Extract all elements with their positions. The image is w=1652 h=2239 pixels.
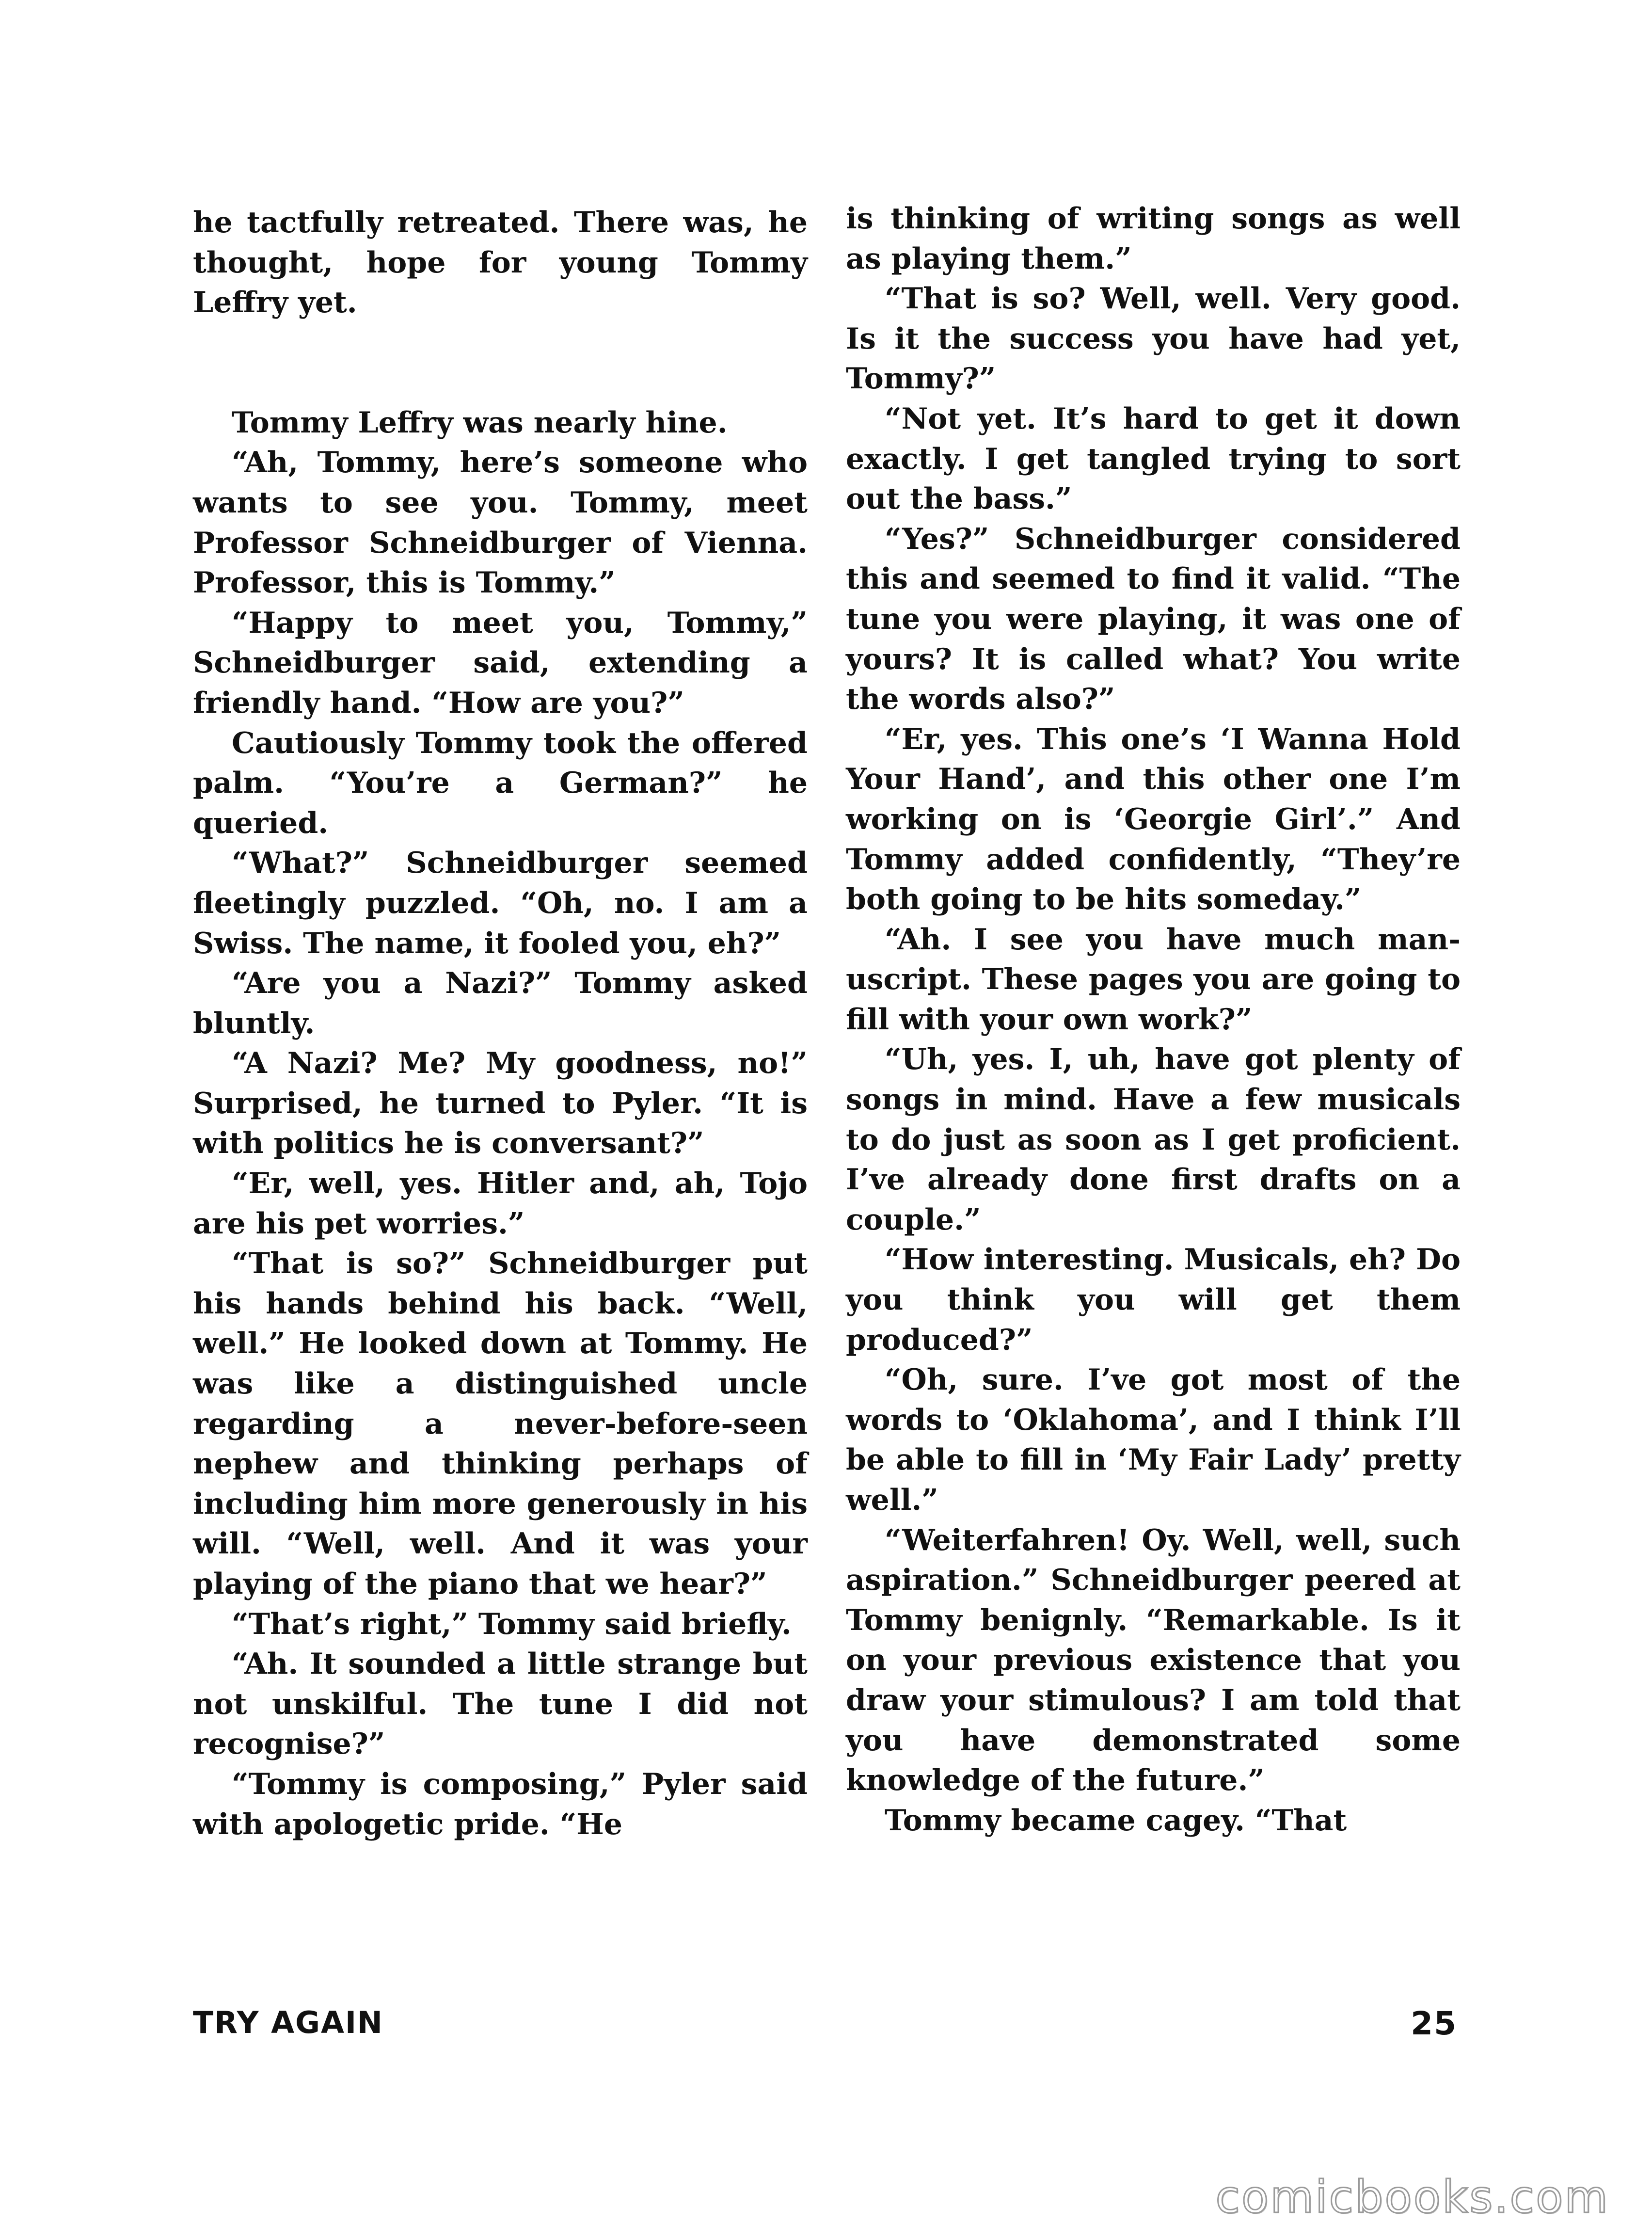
paragraph: “Ah. It sounded a little strange but not unskilful. The tune I did not recognise?” [193, 1647, 808, 1761]
running-footer-title: TRY AGAIN [193, 2005, 383, 2040]
paragraph: “That’s right,” Tommy said briefly. [232, 1607, 792, 1641]
paragraph: Cautiously Tommy took the offered palm. “You’re a German?” he queried. [193, 726, 808, 840]
paragraph: “Er, well, yes. Hitler and, ah, Tojo are his pet worries.” [193, 1167, 808, 1241]
watermark-logo: comicbooks.com [1215, 2171, 1609, 2223]
page-number: 25 [1411, 2005, 1457, 2042]
paragraph: “Ah. I see you have much manuscript. These pages you are going to fill with your own work?” [846, 922, 1461, 1037]
paragraph: “Weiterfahren! Oy. Well, well, such aspiration.” Schneidburger peered at Tommy benignly. “Remarkable. Is it on your previous existence that you draw your stimulous? I am told that you have demonstrated some knowledge of the future.” [846, 1523, 1461, 1798]
paragraph: “Not yet. It’s hard to get it down exactly. I get tangled trying to sort out the bass.” [846, 401, 1461, 516]
right-text-column [846, 199, 1461, 1840]
paragraph: “That is so? Well, well. Very good. Is it the success you have had yet, Tommy?” [846, 282, 1461, 396]
paragraph: “Er, yes. This one’s ‘I Wanna Hold Your Hand’, and this other one I’m working on is ‘Georgie Girl’.” And Tommy added confidently, “They’re both going to be hits someday.” [846, 722, 1461, 917]
section-break [193, 323, 808, 403]
left-text-column [193, 203, 808, 1844]
paragraph: “Are you a Nazi?” Tommy asked bluntly. [193, 966, 808, 1040]
paragraph: “A Nazi? Me? My goodness, no!” Surprised, he turned to Pyler. “It is with politics he is conversant?” [193, 1046, 808, 1161]
paragraph: Tommy Leffry was nearly hine. [232, 405, 728, 440]
paragraph: “That is so?” Schneidburger put his hands behind his back. “Well, well.” He looked down at Tommy. He was like a distinguished uncle regarding a never-before-seen nephew and thinking perhaps of including him more generously in his will. “Well, well. And it was your playing of the piano that we hear?” [193, 1247, 808, 1601]
paragraph: “How interesting. Musicals, eh? Do you think you will get them produced?” [846, 1243, 1461, 1357]
paragraph: “Happy to meet you, Tommy,” Schneidburger said, extending a friendly hand. “How are you?” [193, 606, 808, 720]
paragraph: “What?” Schneidburger seemed fleetingly puzzled. “Oh, no. I am a Swiss. The name, it fooled you, eh?” [193, 846, 808, 960]
paragraph: “Tommy is composing,” Pyler said with apologetic pride. “He [193, 1767, 808, 1841]
paragraph: is thinking of writing songs as well as playing them.” [846, 202, 1461, 276]
paragraph: “Uh, yes. I, uh, have got plenty of songs in mind. Have a few musicals to do just as soon as I get proficient. I’ve already done first drafts on a couple.” [846, 1042, 1461, 1237]
paragraph: “Oh, sure. I’ve got most of the words to ‘Oklahoma’, and I think I’ll be able to fill in ‘My Fair Lady’ pretty well.” [846, 1363, 1461, 1517]
paragraph: “Ah, Tommy, here’s someone who wants to see you. Tommy, meet Professor Schneidburger of Vienna. Professor, this is Tommy.” [193, 446, 808, 600]
paragraph: Tommy became cagey. “That [885, 1803, 1347, 1838]
paragraph: “Yes?” Schneidburger considered this and seemed to find it valid. “The tune you were playing, it was one of yours? It is called what? You write the words also?” [846, 522, 1461, 717]
paragraph: he tactfully retreated. There was, he thought, hope for young Tommy Leffry yet. [193, 206, 808, 320]
